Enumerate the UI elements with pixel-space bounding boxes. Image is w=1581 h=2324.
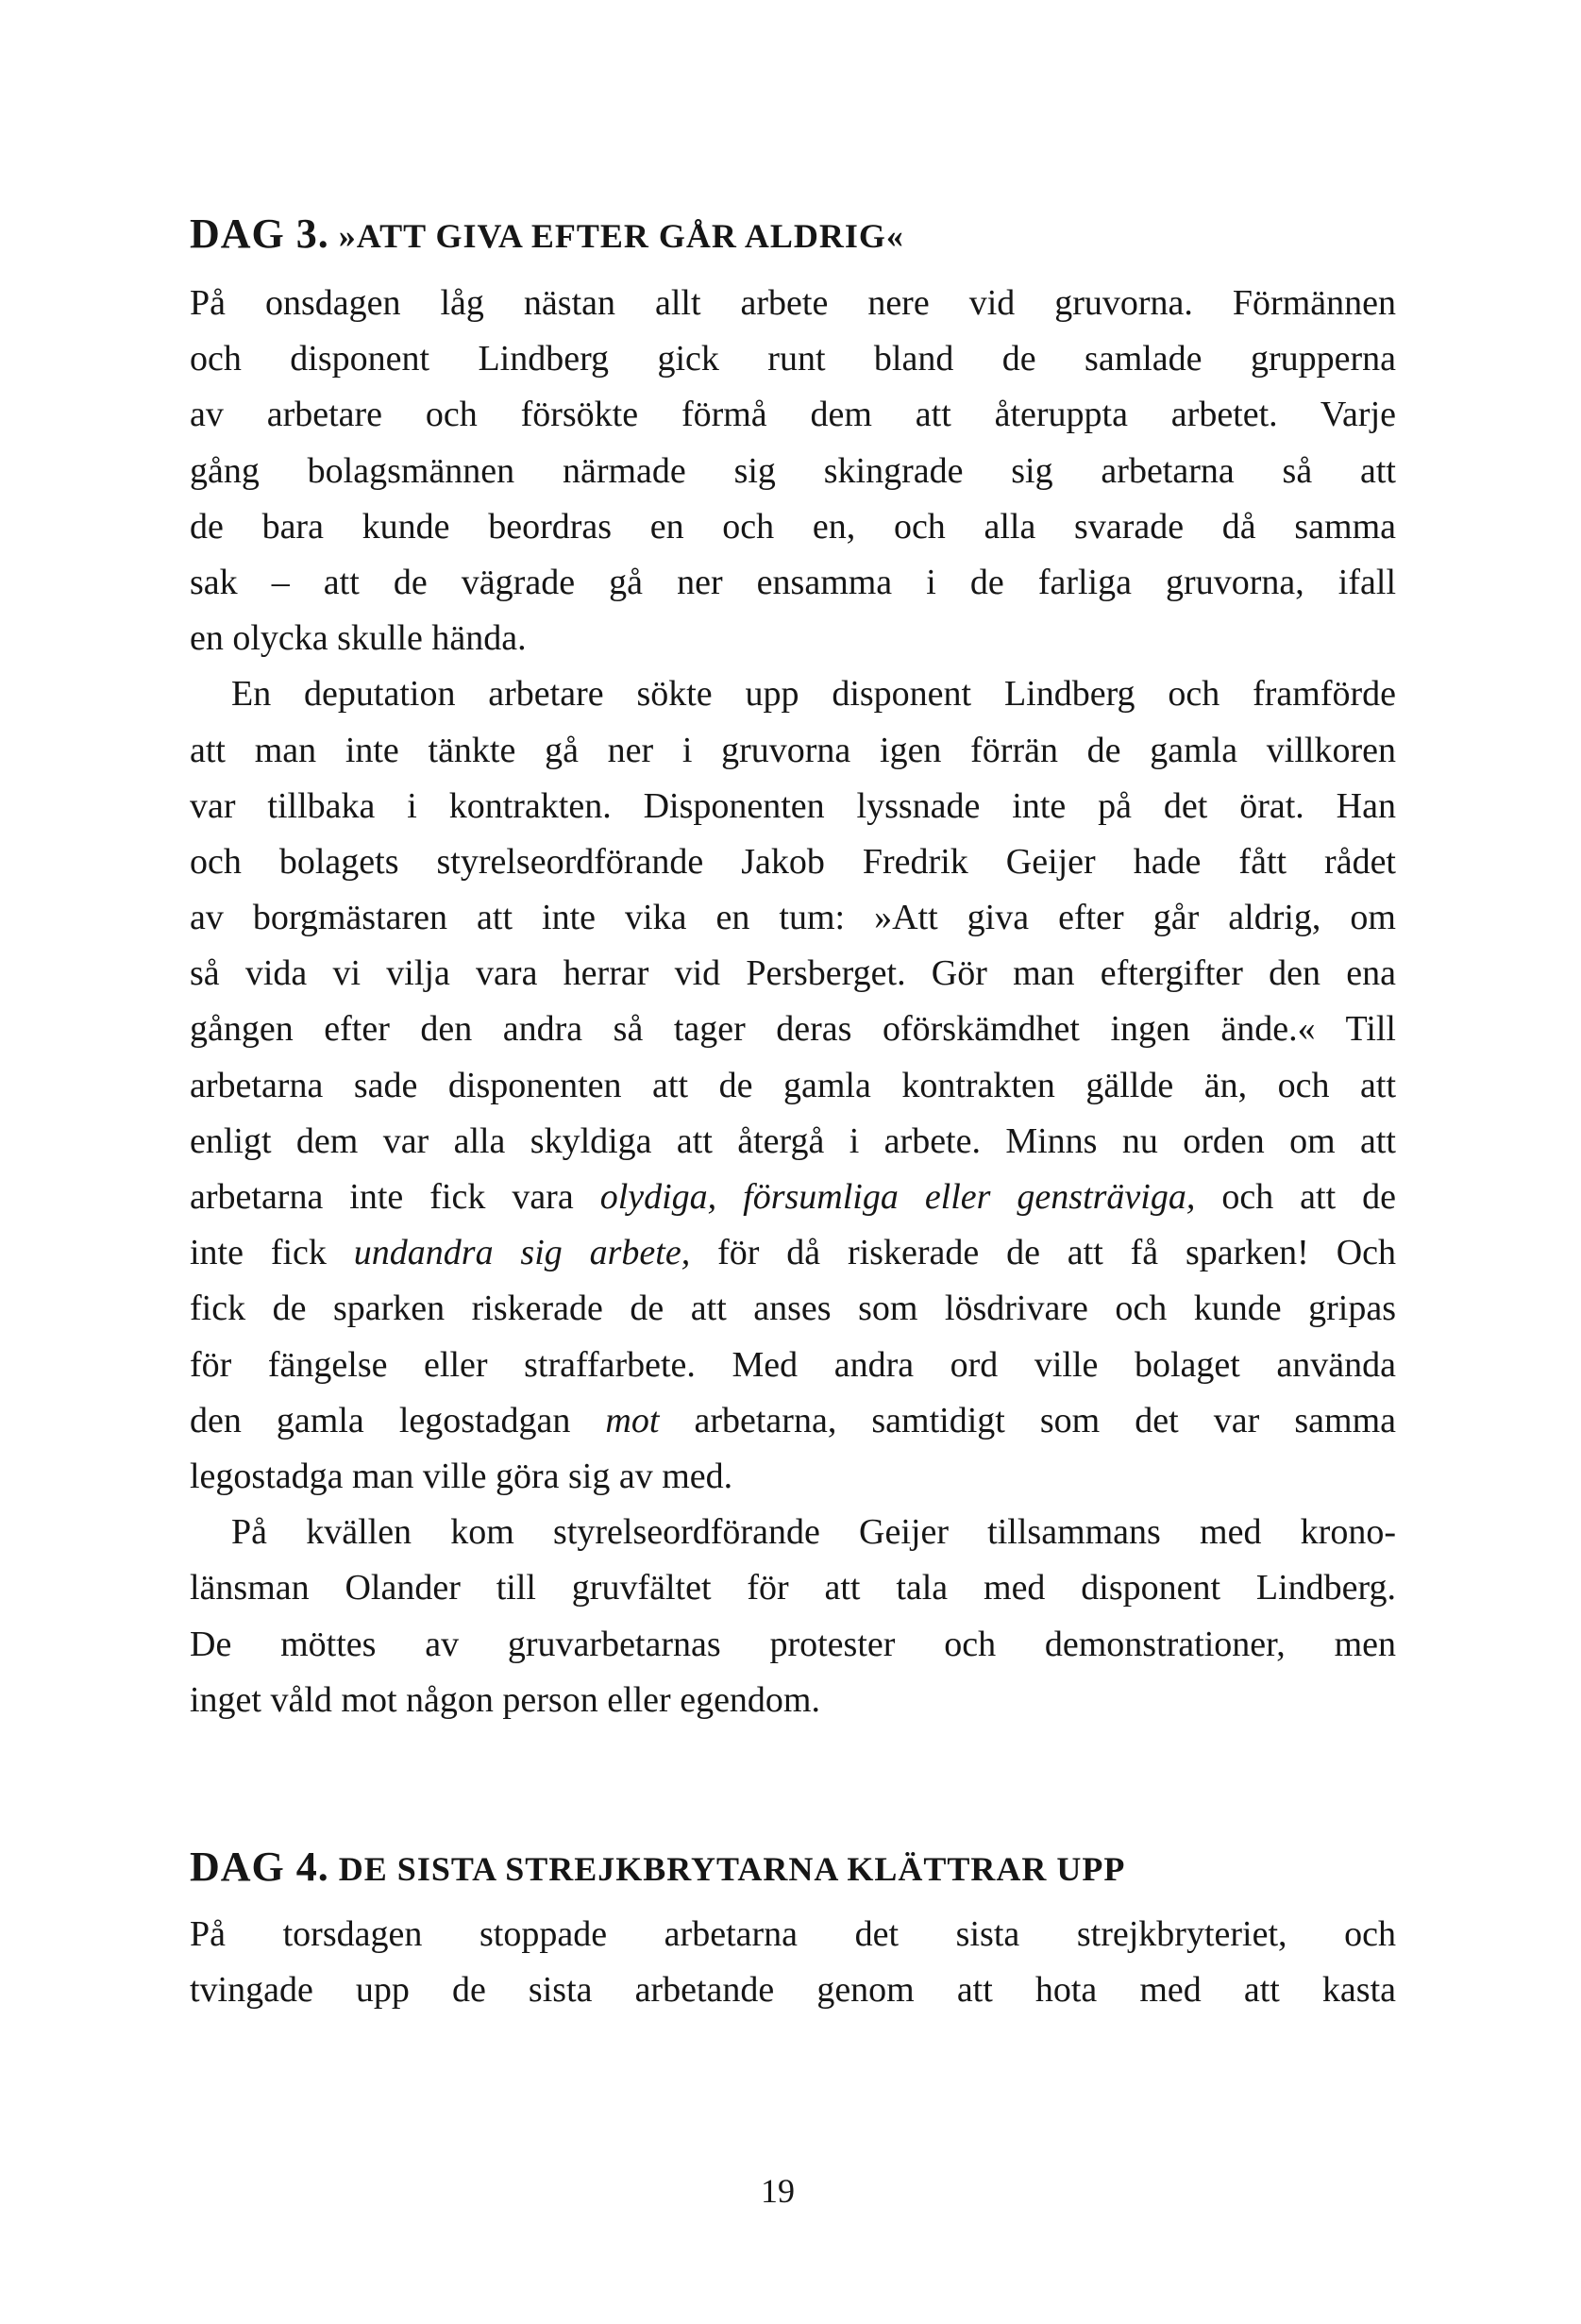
text-segment: fick de sparken riskerade de att anses som lösdrivare och kunde gripas bbox=[190, 1288, 1396, 1329]
text-segment: De möttes av gruvarbetarnas protester och demonstrationer, men bbox=[190, 1624, 1396, 1664]
text-segment: inget våld mot någon person eller egendom. bbox=[190, 1679, 820, 1720]
text-segment: och bolagets styrelseordförande Jakob Fredrik Geijer hade fått rådet bbox=[190, 841, 1396, 882]
text-segment: de bara kunde beordras en och en, och alla svarade då samma bbox=[190, 506, 1396, 547]
text-line bbox=[190, 444, 1396, 499]
text-line bbox=[190, 946, 1396, 1002]
section-heading-dag-3 bbox=[190, 210, 904, 258]
text-segment: inte fick bbox=[190, 1233, 354, 1273]
text-segment: På torsdagen stoppade arbetarna det sista strejkbryteriet, och bbox=[190, 1914, 1396, 1954]
heading-day-number: DAG 3. bbox=[190, 211, 329, 257]
heading-day-number: DAG 4. bbox=[190, 1844, 329, 1890]
text-segment: för fängelse eller straffarbete. Med andra ord ville bolaget använda bbox=[190, 1344, 1396, 1385]
text-line bbox=[190, 1114, 1396, 1170]
text-segment: var tillbaka i kontrakten. Disponenten lyssnade inte på det örat. Han bbox=[190, 785, 1396, 826]
text-line bbox=[190, 1338, 1396, 1393]
text-line bbox=[190, 779, 1396, 834]
text-line bbox=[190, 1907, 1396, 1962]
text-line bbox=[190, 1560, 1396, 1616]
text-segment: enligt dem var alla skyldiga att återgå i arbete. Minns nu orden om att bbox=[190, 1120, 1396, 1161]
text-line bbox=[190, 834, 1396, 890]
text-line bbox=[190, 1058, 1396, 1114]
text-line bbox=[190, 1962, 1396, 2018]
text-segment: att man inte tänkte gå ner i gruvorna igen förrän de gamla villkoren bbox=[190, 730, 1396, 770]
emphasis-text: mot bbox=[605, 1400, 660, 1440]
text-line bbox=[190, 499, 1396, 555]
text-segment: av borgmästaren att inte vika en tum: »Att giva efter går aldrig, om bbox=[190, 898, 1396, 938]
text-segment: arbetarna, samtidigt som det var samma bbox=[659, 1400, 1397, 1440]
text-line bbox=[190, 331, 1396, 387]
heading-title: »ATT GIVA EFTER GÅR ALDRIG« bbox=[338, 217, 904, 255]
text-segment: tvingade upp de sista arbetande genom att hota med att kasta bbox=[190, 1970, 1396, 2011]
text-segment: en olycka skulle hända. bbox=[190, 618, 527, 659]
text-line bbox=[190, 1505, 1396, 1560]
text-line bbox=[190, 276, 1396, 331]
section-heading-dag-4 bbox=[190, 1843, 1125, 1891]
text-segment: och att de bbox=[1195, 1177, 1397, 1217]
text-segment: arbetarna sade disponenten att de gamla kontrakten gällde än, och att bbox=[190, 1065, 1396, 1105]
section-body-dag-3 bbox=[190, 276, 1396, 1728]
emphasis-text: olydiga, försumliga eller gensträviga, bbox=[599, 1177, 1196, 1217]
text-line bbox=[190, 1002, 1396, 1057]
text-segment: arbetarna inte fick vara bbox=[190, 1177, 600, 1217]
text-segment: gången efter den andra så tager deras oförskämdhet ingen ände.« Till bbox=[190, 1009, 1396, 1050]
text-line bbox=[190, 890, 1396, 946]
text-line bbox=[190, 555, 1396, 611]
text-segment: länsman Olander till gruvfältet för att tala med disponent Lindberg. bbox=[190, 1568, 1396, 1608]
page-number: 19 bbox=[761, 2172, 795, 2210]
text-line bbox=[190, 1617, 1396, 1673]
text-line bbox=[190, 1281, 1396, 1337]
text-line bbox=[190, 666, 1396, 722]
text-segment: legostadga man ville göra sig av med. bbox=[190, 1456, 733, 1496]
text-segment: och disponent Lindberg gick runt bland de samlade grupperna bbox=[190, 339, 1396, 379]
text-segment: den gamla legostadgan bbox=[190, 1400, 606, 1440]
text-line bbox=[190, 1170, 1396, 1225]
section-body-dag-4 bbox=[190, 1907, 1396, 2018]
text-segment: På kvällen kom styrelseordförande Geijer tillsammans med krono- bbox=[231, 1512, 1396, 1553]
text-segment: En deputation arbetare sökte upp disponent Lindberg och framförde bbox=[231, 674, 1396, 715]
text-line bbox=[190, 1673, 1396, 1728]
emphasis-text: undandra sig arbete, bbox=[353, 1233, 691, 1273]
text-segment: av arbetare och försökte förmå dem att återuppta arbetet. Varje bbox=[190, 395, 1396, 435]
heading-title: DE SISTA STREJKBRYTARNA KLÄTTRAR UPP bbox=[338, 1850, 1126, 1888]
text-line bbox=[190, 1225, 1396, 1281]
text-segment: sak – att de vägrade gå ner ensamma i de farliga gruvorna, ifall bbox=[190, 562, 1396, 602]
text-line bbox=[190, 723, 1396, 779]
text-line bbox=[190, 611, 1396, 666]
text-line bbox=[190, 1449, 1396, 1505]
text-segment: så vida vi vilja vara herrar vid Persberget. Gör man eftergifter den ena bbox=[190, 953, 1396, 994]
text-segment: gång bolagsmännen närmade sig skingrade sig arbetarna så att bbox=[190, 450, 1396, 491]
text-line bbox=[190, 387, 1396, 443]
text-line bbox=[190, 1393, 1396, 1449]
text-segment: för då riskerade de att få sparken! Och bbox=[690, 1233, 1397, 1273]
text-segment: På onsdagen låg nästan allt arbete nere vid gruvorna. Förmännen bbox=[190, 283, 1396, 323]
